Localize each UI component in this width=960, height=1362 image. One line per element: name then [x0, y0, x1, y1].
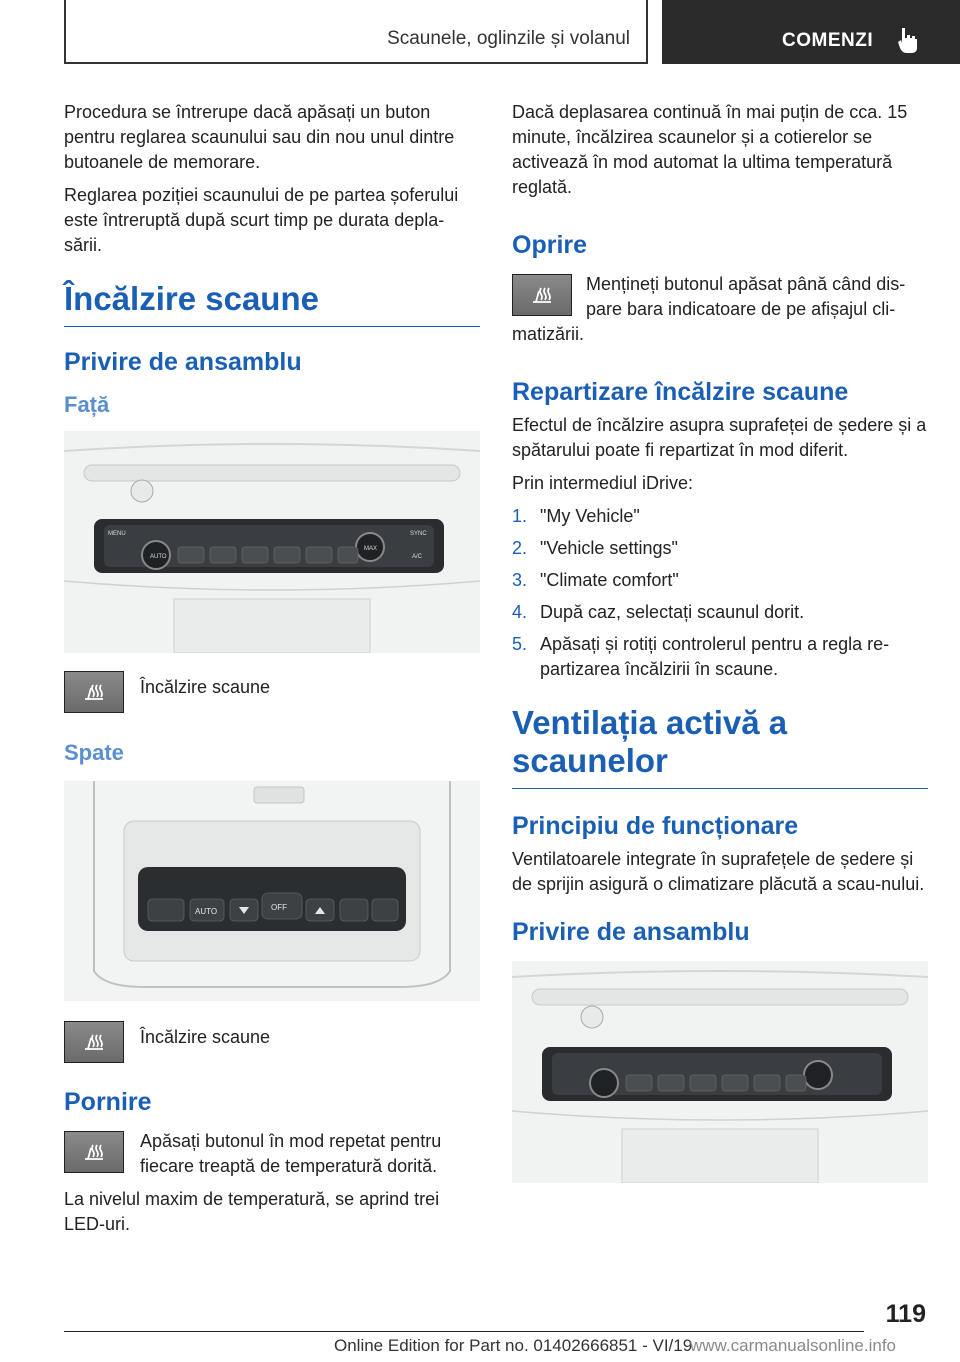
list-item: 1. "My Vehicle"	[512, 506, 640, 526]
front-heating-caption: Încălzire scaune	[140, 677, 271, 697]
paragraph-driver-seat: Reglarea poziției scaunului de pe partea șoferului este întreruptă după scurt timp pe durata depla-sării.	[64, 185, 459, 255]
ventilation-panel-image	[512, 961, 928, 1183]
list-item: 4. După caz, selectați scaunul dorit.	[512, 602, 805, 622]
header-chapter-title: COMENZI	[782, 30, 874, 51]
switch-off-text: Mențineți butonul apăsat până când dis-pare bara indicatoare de pe afișajul cli-matizării.	[512, 274, 906, 344]
front-heating-legend	[64, 671, 480, 713]
page-number: 119	[885, 1300, 926, 1328]
rear-panel-drawing	[64, 781, 480, 1001]
list-item: 5. Apăsați și rotiți controlerul pentru a regla re-partizarea încălzirii în scaune.	[512, 634, 890, 679]
list-item: 2. "Vehicle settings"	[512, 538, 678, 558]
heading-rear: Spate	[64, 740, 124, 765]
rear-auto-label: AUTO	[195, 907, 218, 916]
ventilation-panel-drawing	[512, 961, 928, 1183]
heading-active-ventilation: Ventilația activă a scaunelor	[512, 704, 928, 789]
heading-switch-on: Pornire	[64, 1088, 152, 1116]
panel-ac-label: A/C	[412, 554, 423, 560]
panel-menu-label: MENU	[108, 531, 126, 537]
heading-switch-off: Oprire	[512, 231, 588, 259]
panel-auto-label: AUTO	[150, 554, 167, 560]
panel-max-label: MAX	[364, 546, 378, 552]
idrive-text: Prin intermediul iDrive:	[512, 473, 694, 493]
rear-climate-panel-image	[64, 781, 480, 1001]
front-climate-panel-image	[64, 431, 480, 653]
list-item: 3. "Climate comfort"	[512, 570, 679, 590]
switch-on-block	[64, 1129, 480, 1187]
seat-heating-button-icon	[64, 1021, 124, 1063]
heading-overview-ventilation: Privire de ansamblu	[512, 918, 750, 946]
header-section-box	[64, 0, 648, 64]
heading-heating-distribution: Repartizare încălzire scaune	[512, 378, 849, 406]
rear-heating-legend	[64, 1021, 480, 1063]
watermark-text: www.carmanualsonline.info	[690, 1336, 896, 1355]
left-column	[64, 100, 480, 1245]
heading-seat-heating: Încălzire scaune	[64, 280, 480, 327]
right-column	[512, 100, 928, 1183]
panel-sync-label: SYNC	[410, 531, 427, 537]
switch-on-text: Apăsați butonul în mod repetat pentru fiecare treaptă de temperatură dorită.	[140, 1131, 442, 1176]
distribution-text: Efectul de încălzire asupra suprafeței de ședere și a spătarului poate fi repartizat în mod diferit.	[512, 415, 927, 460]
footer-edition: Online Edition for Part no. 01402666851 - VI/19	[334, 1336, 693, 1355]
rear-heating-caption: Încălzire scaune	[140, 1027, 271, 1047]
seat-heating-button-icon	[64, 1131, 124, 1173]
heading-overview: Privire de ansamblu	[64, 348, 302, 376]
pointing-hand-icon	[896, 26, 920, 54]
switch-on-max-text: La nivelul maxim de temperatură, se aprind trei LED-uri.	[64, 1189, 440, 1234]
heading-principle: Principiu de funcționare	[512, 812, 799, 840]
idrive-steps-list	[512, 504, 928, 682]
principle-text: Ventilatoarele integrate în suprafețele de ședere și de sprijin asigură o climatizare plăcută a scau-nului.	[512, 849, 925, 894]
footer-divider	[64, 1331, 864, 1332]
seat-heating-button-icon	[512, 274, 572, 316]
rear-off-label: OFF	[271, 903, 287, 912]
paragraph-auto-activation: Dacă deplasarea continuă în mai puțin de cca. 15 minute, încălzirea scaunelor și a cotierelor se activează în mod automat la ultima temperatură reglată.	[512, 102, 908, 197]
header-section-title: Scaunele, oglinzile și volanul	[387, 28, 630, 49]
heading-front: Față	[64, 392, 110, 417]
switch-off-block	[512, 272, 928, 355]
front-panel-drawing	[64, 431, 480, 653]
paragraph-interrupt: Procedura se întrerupe dacă apăsați un buton pentru reglarea scaunului sau din nou unul dintre butoanele de memorare.	[64, 102, 455, 172]
header-chapter-tab	[662, 0, 960, 64]
seat-heating-button-icon	[64, 671, 124, 713]
